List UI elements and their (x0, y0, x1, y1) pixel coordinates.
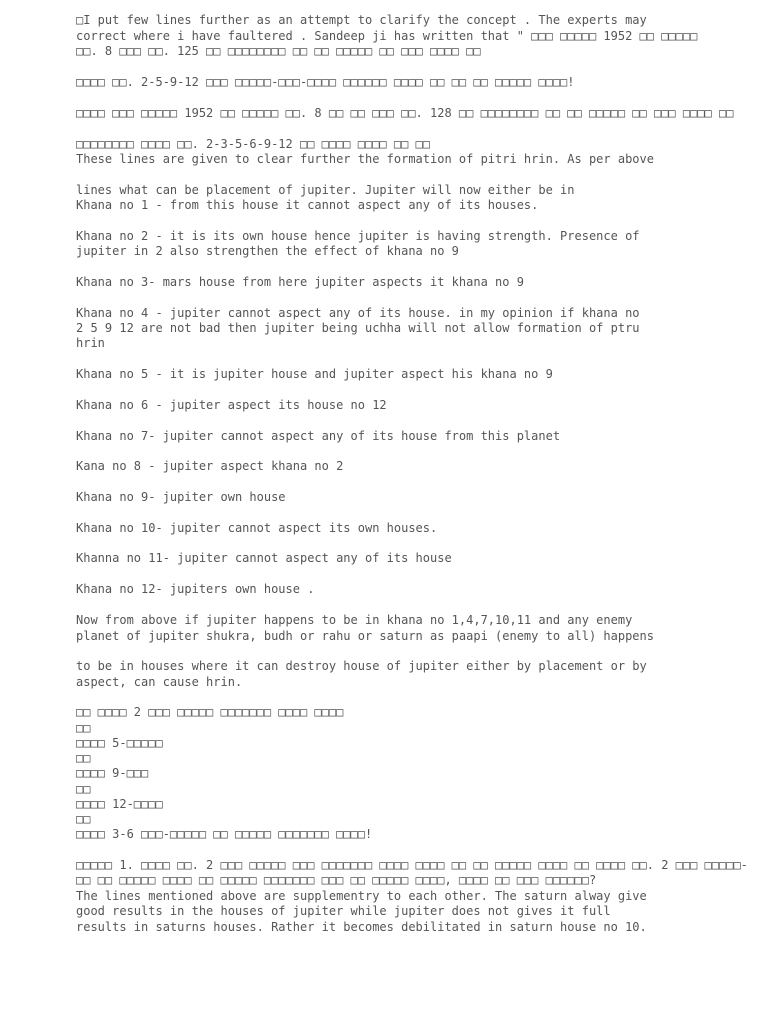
text-line: Khana no 3- mars house from here jupiter aspects it khana no 9 (76, 275, 524, 289)
text-line: □□□□□□□□ □□□□ □□. 2-3-5-6-9-12 □□ □□□□ □□□□ □□ □□ (76, 137, 431, 151)
text-line: □□ □□□□ 2 □□□ □□□□□ □□□□□□□ □□□□ □□□□ (76, 705, 344, 719)
text-line: results in saturns houses. Rather it becomes debilitated in saturn house no 10. (76, 920, 647, 934)
text-line: □I put few lines further as an attempt to clarify the concept . The experts may (76, 13, 647, 27)
text-line: lines what can be placement of jupiter. Jupiter will now either be in (76, 183, 575, 197)
text-line: □□□□ 3-6 □□□-□□□□□ □□ □□□□□ □□□□□□□ □□□□! (76, 827, 373, 841)
text-line: correct where i have faultered . Sandeep ji has written that " □□□ □□□□□ 1952 □□ □□□□□ (76, 29, 698, 43)
text-line: Khana no 2 - it is its own house hence jupiter is having strength. Presence of (76, 229, 640, 243)
text-line: □□ (76, 782, 91, 796)
text-line: hrin (76, 336, 105, 350)
text-line: The lines mentioned above are supplementry to each other. The saturn alway give (76, 889, 647, 903)
text-line: jupiter in 2 also strengthen the effect of khana no 9 (76, 244, 459, 258)
text-line: Khana no 10- jupiter cannot aspect its own houses. (76, 521, 438, 535)
text-line: Khana no 4 - jupiter cannot aspect any of its house. in my opinion if khana no (76, 306, 640, 320)
text-line: □□ (76, 721, 91, 735)
text-line: □□. 8 □□□ □□. 125 □□ □□□□□□□□ □□ □□ □□□□□ □□ □□□ □□□□ □□ (76, 44, 481, 58)
text-line: □□□□ 5-□□□□□ (76, 736, 163, 750)
text-line: good results in the houses of jupiter while jupiter does not gives it full (76, 904, 611, 918)
text-line: to be in houses where it can destroy house of jupiter either by placement or by (76, 659, 647, 673)
text-line: planet of jupiter shukra, budh or rahu or saturn as paapi (enemy to all) happens (76, 629, 654, 643)
text-line: These lines are given to clear further the formation of pitri hrin. As per above (76, 152, 654, 166)
text-line: Now from above if jupiter happens to be in khana no 1,4,7,10,11 and any enemy (76, 613, 633, 627)
text-line: Khanna no 11- jupiter cannot aspect any of its house (76, 551, 452, 565)
text-line: □□□□ □□. 2-5-9-12 □□□ □□□□□-□□□-□□□□ □□□□□□ □□□□ □□ □□ □□ □□□□□ □□□□! (76, 75, 575, 89)
text-line: aspect, can cause hrin. (76, 675, 243, 689)
text-line: Kana no 8 - jupiter aspect khana no 2 (76, 459, 344, 473)
text-line: □□□□ □□□ □□□□□ 1952 □□ □□□□□ □□. 8 □□ □□ □□□ □□. 128 □□ □□□□□□□□ □□ □□ □□□□□ □□ □□□ □□□□ □□ (76, 106, 734, 120)
text-line: Khana no 1 - from this house it cannot aspect any of its houses. (76, 198, 539, 212)
text-line: □□□□ 9-□□□ (76, 766, 149, 780)
text-line: □□ □□ □□□□□ □□□□ □□ □□□□□ □□□□□□□ □□□ □□ □□□□□ □□□□, □□□□ □□ □□□ □□□□□□? (76, 873, 597, 887)
text-line: □□ (76, 812, 91, 826)
text-line: Khana no 12- jupiters own house . (76, 582, 315, 596)
text-line: 2 5 9 12 are not bad then jupiter being uchha will not allow formation of ptru (76, 321, 640, 335)
text-line: Khana no 7- jupiter cannot aspect any of its house from this planet (76, 429, 561, 443)
text-line: Khana no 9- jupiter own house (76, 490, 286, 504)
text-line: □□□□□ 1. □□□□ □□. 2 □□□ □□□□□ □□□ □□□□□□□ □□□□ □□□□ □□ □□ □□□□□ □□□□ □□ □□□□ □□. 2 □□□ □□□□□- (76, 858, 748, 872)
text-line: Khana no 6 - jupiter aspect its house no 12 (76, 398, 387, 412)
text-line: □□ (76, 751, 91, 765)
text-line: Khana no 5 - it is jupiter house and jupiter aspect his khana no 9 (76, 367, 553, 381)
text-line: □□□□ 12-□□□□ (76, 797, 163, 811)
